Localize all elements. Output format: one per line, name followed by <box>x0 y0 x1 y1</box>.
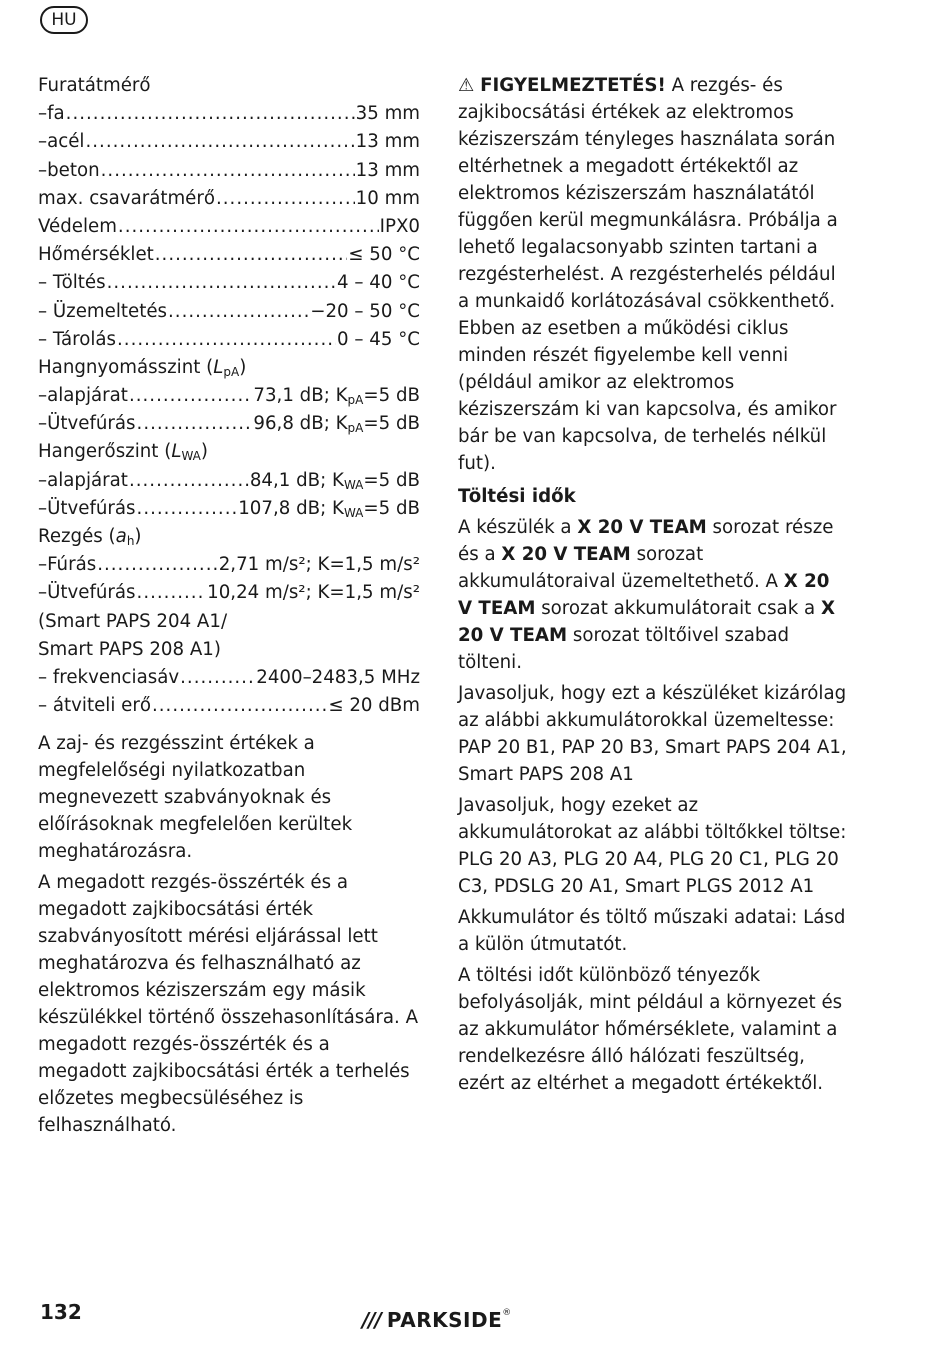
spec-row-frequency <box>38 664 420 692</box>
heading-text: Hangnyomásszint ( <box>38 356 214 378</box>
series-name: X 20 V TEAM <box>577 517 707 538</box>
text: sorozat töltőivel szabad tölteni. <box>458 625 790 673</box>
spec-label: – Töltés <box>38 272 106 294</box>
spec-smart-line-2: Smart PAPS 208 A1) <box>38 638 221 660</box>
parkside-logo <box>362 1308 512 1332</box>
subscript: WA <box>343 505 364 520</box>
spec-row-pw-idle <box>38 467 420 495</box>
spec-label: – Üzemeltetés <box>38 300 167 322</box>
series-name: X 20 V TEAM <box>458 571 830 619</box>
spec-label: –beton <box>38 159 100 181</box>
leader-dots <box>137 410 253 437</box>
spec-heading-sound-pressure <box>38 354 420 382</box>
spec-row-protection <box>38 213 420 241</box>
spec-value: 10 mm <box>355 187 420 209</box>
warning-label: FIGYELMEZTETÉS! <box>480 75 666 96</box>
value-text: 107,8 dB; K <box>238 497 344 519</box>
text: sorozat része és a <box>458 517 834 565</box>
left-column <box>38 72 420 1139</box>
heading-text: ) <box>239 356 247 378</box>
spec-row-storage-temp <box>38 326 420 354</box>
leader-dots <box>168 298 309 325</box>
spec-value <box>253 410 420 442</box>
series-name: X 20 V TEAM <box>501 544 631 565</box>
warning-paragraph <box>458 72 848 477</box>
spec-value: 13 mm <box>355 159 420 181</box>
spec-value: 2,71 m/s²; K=1,5 m/s² <box>218 554 420 576</box>
spec-label: – Tárolás <box>38 328 116 350</box>
spec-row-sp-hammer <box>38 410 420 438</box>
spec-row-vib-drill <box>38 551 420 579</box>
value-text: =5 dB <box>363 385 420 407</box>
spec-row-wood <box>38 100 420 128</box>
spec-label: –Ütvefúrás <box>38 413 136 435</box>
spec-value: 4 – 40 °C <box>337 272 420 294</box>
spec-value: ≤ 50 °C <box>348 244 420 266</box>
spec-heading-vibration <box>38 523 420 551</box>
spec-value: 13 mm <box>355 131 420 153</box>
language-badge: HU <box>40 6 88 34</box>
warning-triangle-icon: ⚠ <box>458 75 475 96</box>
leader-dots <box>152 692 327 719</box>
text: sorozat akkumulátoraival üzemeltethető. A <box>458 544 784 592</box>
value-text: 73,1 dB; K <box>253 385 348 407</box>
spec-label: Védelem <box>38 215 117 237</box>
spec-label: –Ütvefúrás <box>38 582 136 604</box>
leader-dots <box>85 128 354 155</box>
paragraph-standards: A zaj- és rezgésszint értékek a megfelelőségi nyilatkozatban megnevezett szabványoknak és előírásoknak megfelelően kerültek meghatározásra. <box>38 733 353 863</box>
heading-text: Rezgés ( <box>38 526 116 547</box>
leader-dots <box>97 551 218 578</box>
spec-value: 0 – 45 °C <box>337 328 420 350</box>
subscript: pA <box>347 421 364 436</box>
spec-label: Hőmérséklet <box>38 244 154 266</box>
paragraph-team-series <box>458 510 848 676</box>
spec-value: ≤ 20 dBm <box>328 695 420 717</box>
spec-label: – átviteli erő <box>38 695 151 717</box>
subscript: h <box>126 534 135 548</box>
logo-text: PARKSIDE <box>386 1308 503 1332</box>
leader-dots <box>137 495 238 522</box>
spec-row-pw-hammer <box>38 495 420 523</box>
spec-label: –alapjárat <box>38 469 128 491</box>
spec-label: –alapjárat <box>38 385 128 407</box>
paragraph-vibration-values: A megadott rezgés-összérték és a megadott zajkibocsátási érték szabványosított mérési eljárással lett meghatározva és felhasználható az elektromos kéziszerszám egy másik készülékkel történő összehasonlítására. A megadott rezgés-összérték és a megadott zajkibocsátási érték a terhelés előzetes megbecsüléséhez is felhasználható. <box>38 872 419 1137</box>
heading-text: ) <box>200 441 208 463</box>
leader-dots <box>137 579 207 606</box>
spec-smart-line-1: (Smart PAPS 204 A1/ <box>38 610 228 632</box>
spec-row-charging-temp <box>38 269 420 297</box>
series-name: X 20 V TEAM <box>458 598 835 646</box>
section-heading-charging-times: Töltési idők <box>458 486 576 507</box>
value-text: 96,8 dB; K <box>253 413 348 435</box>
leader-dots <box>118 213 379 240</box>
text: A készülék a <box>458 517 578 538</box>
leader-dots <box>101 157 355 184</box>
spec-label: –Fúrás <box>38 554 97 576</box>
spec-row-vib-hammer <box>38 579 420 607</box>
subscript: pA <box>223 364 240 379</box>
spec-value: −20 – 50 °C <box>310 300 420 322</box>
leader-dots <box>180 664 255 691</box>
subscript: WA <box>181 449 201 464</box>
paragraph-batteries: Javasoljuk, hogy ezt a készüléket kizárólag az alábbi akkumulátorokkal üzemeltesse: PAP 20 B1, PAP 20 B3, Smart PAPS 204 A1, Smart PAPS 208 A1 <box>458 683 847 785</box>
spec-row-operating-temp <box>38 298 420 326</box>
symbol: a <box>115 526 127 547</box>
spec-label: max. csavarátmérő <box>38 187 215 209</box>
spec-row-transmit-power <box>38 692 420 720</box>
spec-value: IPX0 <box>379 215 420 237</box>
leader-dots <box>216 185 355 212</box>
leader-dots <box>155 241 347 268</box>
value-text: =5 dB <box>363 497 420 519</box>
subscript: pA <box>347 393 364 408</box>
value-text: =5 dB <box>363 469 420 491</box>
spec-row-concrete <box>38 157 420 185</box>
right-column <box>458 72 848 1097</box>
symbol: L <box>171 441 182 463</box>
heading-text: ) <box>134 526 142 547</box>
spec-heading-sound-power <box>38 438 420 466</box>
paragraph-tech-data: Akkumulátor és töltő műszaki adatai: Lásd a külön útmutatót. <box>458 907 846 955</box>
leader-dots <box>66 100 355 127</box>
spec-row-screw <box>38 185 420 213</box>
leader-dots <box>129 467 249 494</box>
paragraph-charging-factors: A töltési időt különböző tényezők befolyásolják, mint például a környezet és az akkumulátor hőmérséklete, valamint a rendelkezésre álló hálózati feszültség, ezért az eltérhet a megadott értékektől. <box>458 965 843 1094</box>
spec-value: 2400–2483,5 MHz <box>256 666 420 688</box>
value-text: =5 dB <box>363 413 420 435</box>
paragraph-chargers: Javasoljuk, hogy ezeket az akkumulátorokat az alábbi töltőkkel töltse: PLG 20 A3, PLG 20 A4, PLG 20 C1, PLG 20 C3, PDSLG 20 A1, Smart PLGS 2012 A1 <box>458 795 847 897</box>
spec-label: –acél <box>38 131 85 153</box>
logo-registered: ® <box>502 1308 512 1318</box>
spec-value: 35 mm <box>355 103 420 125</box>
spec-value <box>250 467 420 499</box>
spec-row-steel <box>38 128 420 156</box>
warning-body: A rezgés- és zajkibocsátási értékek az elektromos kéziszerszám tényleges használata során eltérhetnek a megadott értékektől az elektromos kéziszerszám használatától függően kerül megmunkálásra. Próbálja a lehető legalacsonyabb szinten tartani a rezgésterhelést. A rezgésterhelés például a munkaidő korlátozásával csökkenthető. Ebben az esetben a működési ciklus minden részét figyelembe kell venni (például amikor az elektromos kéziszerszám ki van kapcsolva, és amikor bár be van kapcsolva, de terhelés nélkül fut). <box>458 75 838 474</box>
leader-dots <box>117 326 336 353</box>
page-number: 132 <box>40 1300 82 1324</box>
spec-row-temperature <box>38 241 420 269</box>
spec-value: 10,24 m/s²; K=1,5 m/s² <box>207 582 420 604</box>
leader-dots <box>107 269 336 296</box>
spec-value <box>253 382 420 414</box>
heading-text: Hangerőszint ( <box>38 441 172 463</box>
subscript: WA <box>343 477 364 492</box>
spec-row-sp-idle <box>38 382 420 410</box>
spec-label: –Ütvefúrás <box>38 497 136 519</box>
spec-label: –fa <box>38 103 65 125</box>
spec-label: – frekvenciasáv <box>38 666 180 688</box>
leader-dots <box>129 382 252 409</box>
text: sorozat akkumulátorait csak a <box>535 598 821 619</box>
logo-slashes-icon: /// <box>362 1308 381 1332</box>
symbol: L <box>213 356 224 378</box>
spec-heading-drill-diameter: Furatátmérő <box>38 75 151 96</box>
spec-value <box>238 495 420 527</box>
value-text: 84,1 dB; K <box>249 469 344 491</box>
